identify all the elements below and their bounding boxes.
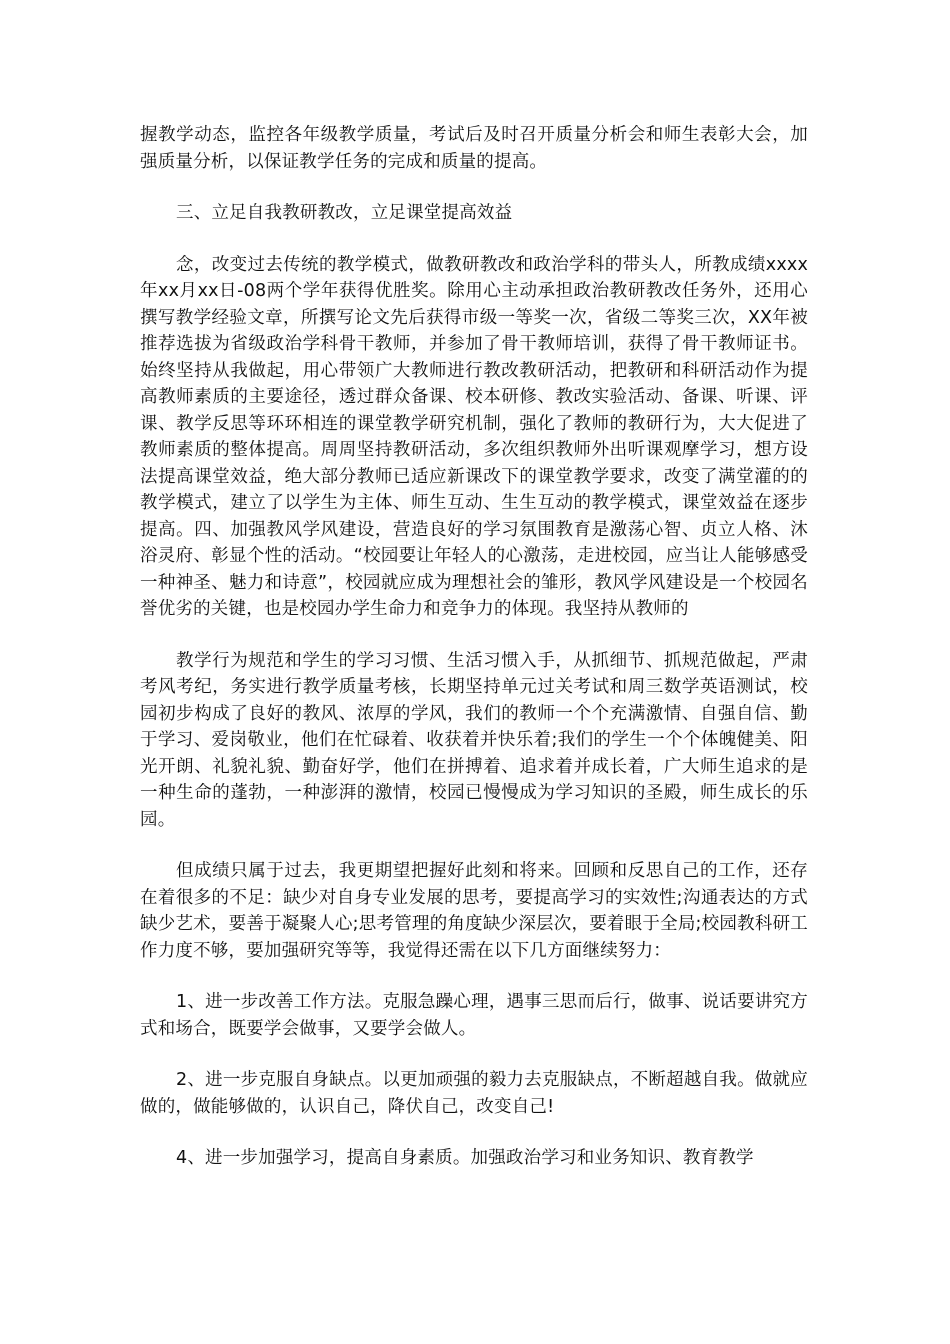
list-item-strengthen-learning: 4、进一步加强学习，提高自身素质。加强政治学习和业务知识、教育教学 — [176, 1148, 754, 1168]
list-item-overcome-shortcomings: 2、进一步克服自身缺点。以更加顽强的毅力去克服缺点，不断超越自我。做就应做的，做能够做的，认识自己，降伏自己，改变自己! — [140, 1070, 808, 1117]
document-page — [140, 122, 808, 1172]
paragraph-quality-analysis: 握教学动态，监控各年级教学质量，考试后及时召开质量分析会和师生表彰大会，加强质量分析，以保证教学任务的完成和质量的提高。 — [140, 125, 808, 172]
list-item-improve-methods: 1、进一步改善工作方法。克服急躁心理，遇事三思而后行，做事、说话要讲究方式和场合，既要学会做事，又要学会做人。 — [140, 992, 808, 1039]
paragraph-teaching-research: 念，改变过去传统的教学模式，做教研教改和政治学科的带头人，所教成绩xxxx年xx月xx日-08两个学年获得优胜奖。除用心主动承担政治教研教改任务外，还用心撰写教学经验文章，所撰写论文先后获得市级一等奖一次，省级二等奖三次，XX年被推荐选拔为省级政治学科骨干教师，并参加了骨干教师培训，获得了骨干教师证书。始终坚持从我做起，用心带领广大教师进行教改教研活动，把教研和科研活动作为提高教师素质的主要途径，透过群众备课、校本研修、教改实验活动、备课、听课、评课、教学反思等环环相连的课堂教学研究机制，强化了教师的教研行为，大大促进了教师素质的整体提高。周周坚持教研活动，多次组织教师外出听课观摩学习，想方设法提高课堂效益，绝大部分教师已适应新课改下的课堂教学要求，改变了满堂灌的的教学模式，建立了以学生为主体、师生互动、生生互动的教学模式，课堂效益在逐步提高。四、加强教风学风建设，营造良好的学习氛围教育是激荡心智、贞立人格、沐浴灵府、彰显个性的活动。“校园要让年轻人的心激荡，走进校园，应当让人能够感受一种神圣、魅力和诗意”，校园就应成为理想社会的雏形，教风学风建设是一个校园名誉优劣的关键，也是校园办学生命力和竞争力的体现。我坚持从教师的 — [140, 254, 808, 619]
section-heading-teaching-research: 三、立足自我教研教改，立足课堂提高效益 — [176, 203, 513, 223]
paragraph-teaching-conduct: 教学行为规范和学生的学习习惯、生活习惯入手，从抓细节、抓规范做起，严肃考风考纪，务实进行教学质量考核，长期坚持单元过关考试和周三数学英语测试，校园初步构成了良好的教风、浓厚的学风，我们的教师一个个充满激情、自强自信、勤于学习、爱岗敬业，他们在忙碌着、收获着并快乐着;我们的学生一个个体魄健美、阳光开朗、礼貌礼貌、勤奋好学，他们在拼搏着、追求着并成长着，广大师生追求的是一种生命的蓬勃，一种澎湃的激情，校园已慢慢成为学习知识的圣殿，师生成长的乐园。 — [140, 650, 808, 830]
paragraph-reflection: 但成绩只属于过去，我更期望把握好此刻和将来。回顾和反思自己的工作，还存在着很多的不足：缺少对自身专业发展的思考，要提高学习的实效性;沟通表达的方式缺少艺术，要善于凝聚人心;思考管理的角度缺少深层次，要着眼于全局;校园教科研工作力度不够，要加强研究等等，我觉得还需在以下几方面继续努力： — [140, 861, 808, 961]
